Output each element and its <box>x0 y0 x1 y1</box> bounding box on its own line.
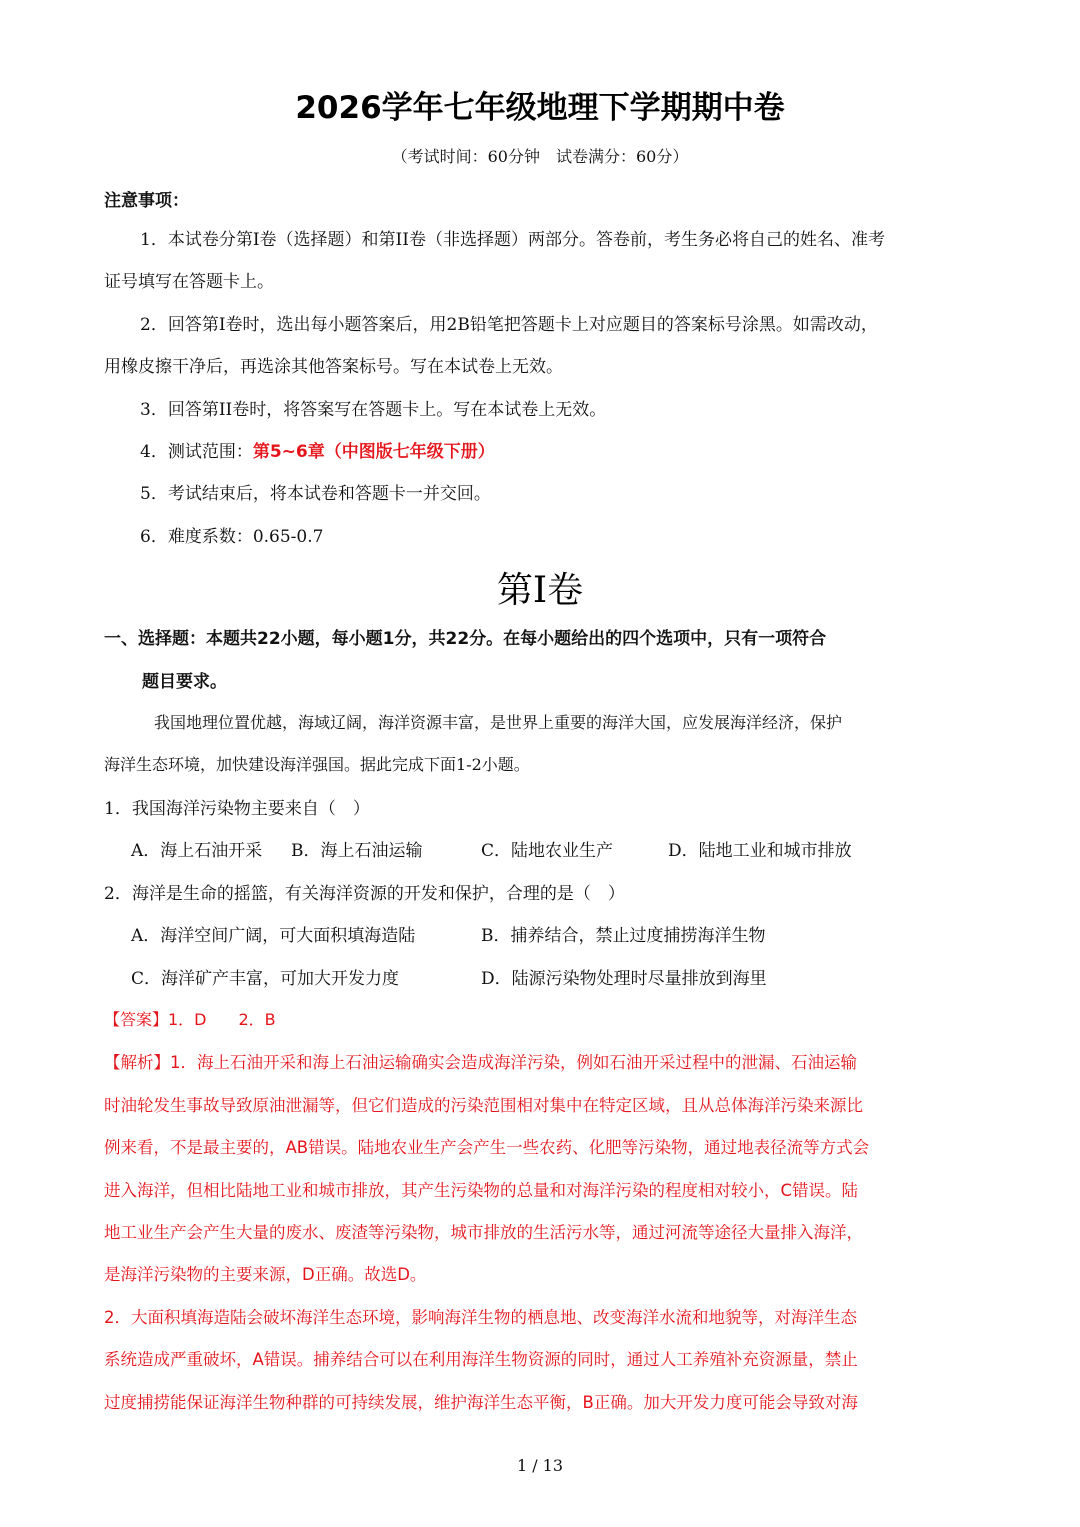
question-1-option-d: D．陆地工业和城市排放 <box>668 841 852 861</box>
question-1-option-b: B．海上石油运输 <box>291 841 423 861</box>
analysis-line-1: 【解析】1．海上石油开采和海上石油运输确实会造成海洋污染，例如石油开采过程中的泄漏、石油运输 <box>104 1053 857 1072</box>
question-2-stem: 2．海洋是生命的摇篮，有关海洋资源的开发和保护，合理的是（ ） <box>104 884 625 904</box>
exam-info: （考试时间：60分钟 试卷满分：60分） <box>391 147 689 166</box>
question-2-option-d: D．陆源污染物处理时尽量排放到海里 <box>481 969 767 989</box>
note-4 <box>140 440 495 464</box>
analysis-line-7: 2．大面积填海造陆会破坏海洋生态环境，影响海洋生物的栖息地、改变海洋水流和地貌等，对海洋生态 <box>104 1308 857 1327</box>
analysis-line-2: 时油轮发生事故导致原油泄漏等，但它们造成的污染范围相对集中在特定区域，且从总体海洋污染来源比 <box>104 1096 863 1115</box>
page-title: 2026学年七年级地理下学期期中卷 <box>295 90 785 126</box>
part-1-heading-line-2: 题目要求。 <box>142 672 227 692</box>
answer-key: 【答案】1．D 2．B <box>104 1010 276 1029</box>
question-2-option-b: B．捕养结合，禁止过度捕捞海洋生物 <box>481 926 766 946</box>
section-title: 第I卷 <box>496 570 584 611</box>
passage-line-1: 我国地理位置优越，海域辽阔，海洋资源丰富，是世界上重要的海洋大国，应发展海洋经济，保护 <box>154 713 843 732</box>
analysis-line-9: 过度捕捞能保证海洋生物种群的可持续发展，维护海洋生态平衡，B正确。加大开发力度可能会导致对海 <box>104 1393 858 1412</box>
notes-heading: 注意事项： <box>104 191 189 211</box>
analysis-line-6: 是海洋污染物的主要来源，D正确。故选D。 <box>104 1265 427 1284</box>
analysis-line-4: 进入海洋，但相比陆地工业和城市排放，其产生污染物的总量和对海洋污染的程度相对较小，C错误。陆 <box>104 1181 859 1200</box>
analysis-line-8: 系统造成严重破坏，A错误。捕养结合可以在利用海洋生物资源的同时，通过人工养殖补充资源量，禁止 <box>104 1350 858 1369</box>
note-2-line-2: 用橡皮擦干净后，再选涂其他答案标号。写在本试卷上无效。 <box>104 357 563 377</box>
note-6: 6．难度系数：0.65-0.7 <box>140 527 324 547</box>
note-1-line-2: 证号填写在答题卡上。 <box>104 272 274 292</box>
page-number: 1 / 13 <box>516 1456 564 1475</box>
question-1-stem: 1．我国海洋污染物主要来自（ ） <box>104 799 370 819</box>
note-5: 5．考试结束后，将本试卷和答题卡一并交回。 <box>140 484 491 504</box>
note-4-prefix: 4．测试范围： <box>140 442 253 462</box>
note-1-line-1: 1．本试卷分第I卷（选择题）和第II卷（非选择题）两部分。答卷前，考生务必将自己的姓名、准考 <box>140 230 885 250</box>
question-2-option-a: A．海洋空间广阔，可大面积填海造陆 <box>131 926 416 946</box>
note-2-line-1: 2．回答第I卷时，选出每小题答案后，用2B铅笔把答题卡上对应题目的答案标号涂黑。如需改动， <box>140 315 878 335</box>
passage-line-2: 海洋生态环境，加快建设海洋强国。据此完成下面1-2小题。 <box>104 755 530 774</box>
question-1-option-a: A．海上石油开采 <box>131 841 263 861</box>
analysis-line-5: 地工业生产会产生大量的废水、废渣等污染物，城市排放的生活污水等，通过河流等途径大量排入海洋， <box>104 1223 863 1242</box>
question-1-option-c: C．陆地农业生产 <box>481 841 614 861</box>
test-range: 第5~6章（中图版七年级下册） <box>252 442 495 462</box>
question-2-option-c: C．海洋矿产丰富，可加大开发力度 <box>131 969 400 989</box>
part-1-heading-line-1: 一、选择题：本题共22小题，每小题1分，共22分。在每小题给出的四个选项中，只有一项符合 <box>104 629 827 649</box>
analysis-line-3: 例来看，不是最主要的，AB错误。陆地农业生产会产生一些农药、化肥等污染物，通过地表径流等方式会 <box>104 1138 870 1157</box>
note-3: 3．回答第II卷时，将答案写在答题卡上。写在本试卷上无效。 <box>140 400 607 420</box>
